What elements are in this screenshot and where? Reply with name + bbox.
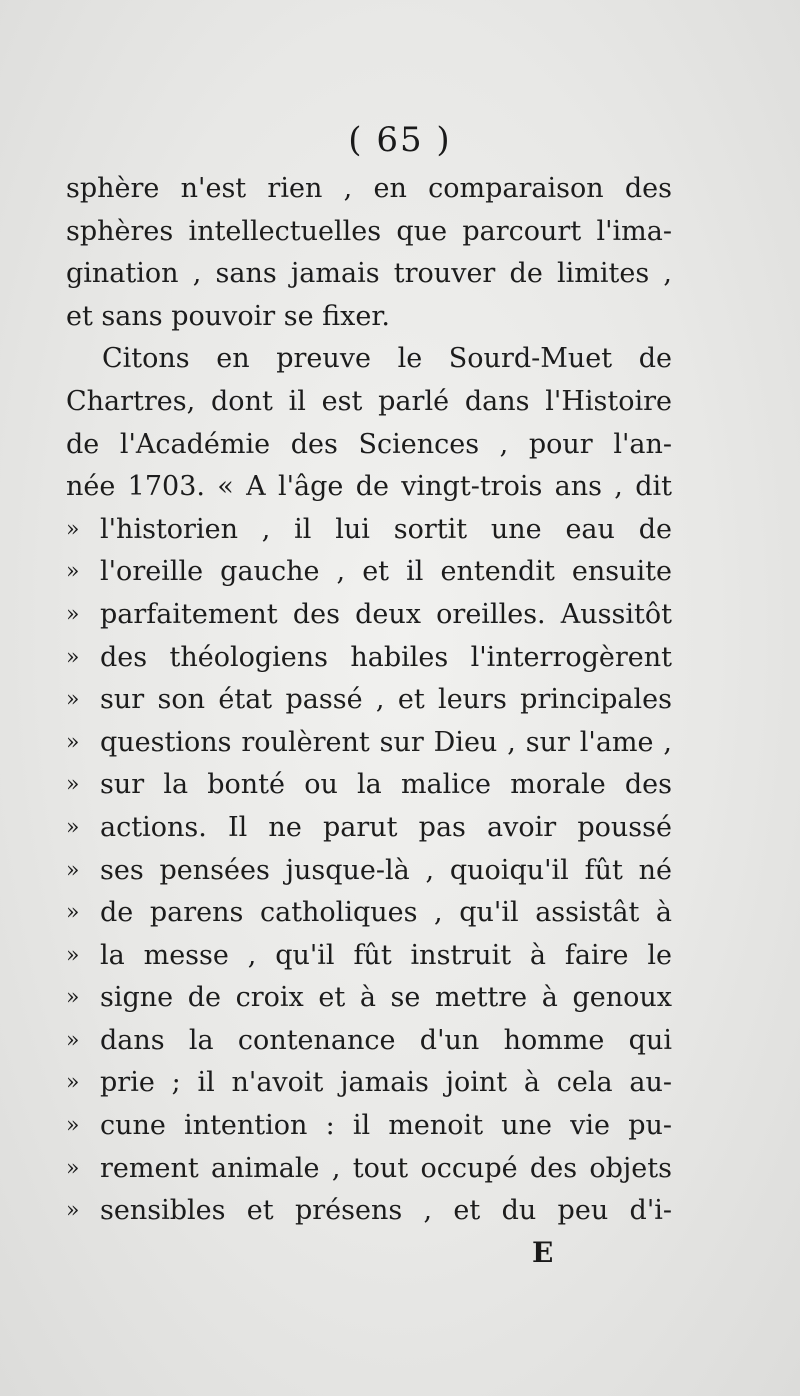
quote-mark: »: [66, 687, 80, 713]
text-line: et sans pouvoir se fixer.: [66, 300, 390, 332]
quoted-text: cune intention : il menoit une vie pu-: [100, 1110, 672, 1142]
quoted-text: questions roulèrent sur Dieu , sur l'ame ,: [100, 726, 672, 758]
quoted-text: l'oreille gauche , et il entendit ensuite: [100, 556, 672, 588]
quoted-text: l'historien , il lui sortit une eau de: [100, 513, 672, 545]
quoted-text: sensibles et présens , et du peu d'i-: [100, 1195, 672, 1227]
quoted-text: ses pensées jusque-là , quoiqu'il fût né: [100, 854, 672, 886]
quoted-line: [66, 807, 672, 850]
quoted-text: des théologiens habiles l'interrogèrent: [100, 641, 672, 673]
quoted-line: [66, 594, 672, 637]
quoted-text: actions. Il ne parut pas avoir poussé: [100, 811, 672, 843]
quote-mark: »: [66, 857, 80, 883]
quoted-text: rement animale , tout occupé des objets: [100, 1152, 672, 1184]
quoted-line: [66, 764, 672, 807]
quoted-line: [66, 935, 672, 978]
text-line: sphères intellectuelles que parcourt l'ima-: [66, 215, 672, 247]
quoted-text: parfaitement des deux oreilles. Aussitôt: [100, 598, 672, 630]
quoted-line: [66, 977, 672, 1020]
paragraph-start-line: Citons en preuve le Sourd-Muet de: [102, 343, 672, 375]
quoted-line: [66, 551, 672, 594]
quote-mark: »: [66, 644, 80, 670]
quoted-line: [66, 637, 672, 680]
quote-mark: »: [66, 900, 80, 926]
quoted-line: [66, 1105, 672, 1148]
quoted-line: [66, 850, 672, 893]
quote-mark: »: [66, 516, 80, 542]
quote-mark: »: [66, 814, 80, 840]
quoted-line: [66, 722, 672, 765]
quoted-line: [66, 1190, 672, 1233]
quote-mark: »: [66, 1198, 80, 1224]
signature-mark: E: [532, 1236, 554, 1269]
quote-mark: »: [66, 1113, 80, 1139]
quoted-line: [66, 1148, 672, 1191]
quoted-text: de parens catholiques , qu'il assistât à: [100, 897, 672, 929]
page-number: ( 65 ): [348, 120, 452, 160]
quote-mark: »: [66, 1027, 80, 1053]
quoted-text: signe de croix et à se mettre à genoux: [100, 982, 672, 1014]
quote-mark: »: [66, 729, 80, 755]
text-line: gination , sans jamais trouver de limites ,: [66, 258, 672, 290]
body-text: [66, 168, 672, 1233]
quote-mark: »: [66, 1070, 80, 1096]
text-line: de l'Académie des Sciences , pour l'an-: [66, 428, 672, 460]
quoted-line: [66, 892, 672, 935]
quoted-line: [66, 1062, 672, 1105]
quoted-line: [66, 509, 672, 552]
quoted-text: prie ; il n'avoit jamais joint à cela au-: [100, 1067, 672, 1099]
text-line: Chartres, dont il est parlé dans l'Histoire: [66, 385, 672, 417]
quoted-text: sur la bonté ou la malice morale des: [100, 769, 672, 801]
quote-mark: »: [66, 601, 80, 627]
text-line: née 1703. « A l'âge de vingt-trois ans , dit: [66, 471, 672, 503]
quote-mark: »: [66, 985, 80, 1011]
quoted-text: sur son état passé , et leurs principales: [100, 684, 672, 716]
text-line: sphère n'est rien , en comparaison des: [66, 173, 672, 204]
quoted-line: [66, 679, 672, 722]
quote-mark: »: [66, 772, 80, 798]
quoted-text: la messe , qu'il fût instruit à faire le: [100, 939, 672, 971]
quote-mark: »: [66, 559, 80, 585]
quote-mark: »: [66, 942, 80, 968]
quote-mark: »: [66, 1155, 80, 1181]
quoted-text: dans la contenance d'un homme qui: [100, 1024, 672, 1056]
quoted-line: [66, 1020, 672, 1063]
